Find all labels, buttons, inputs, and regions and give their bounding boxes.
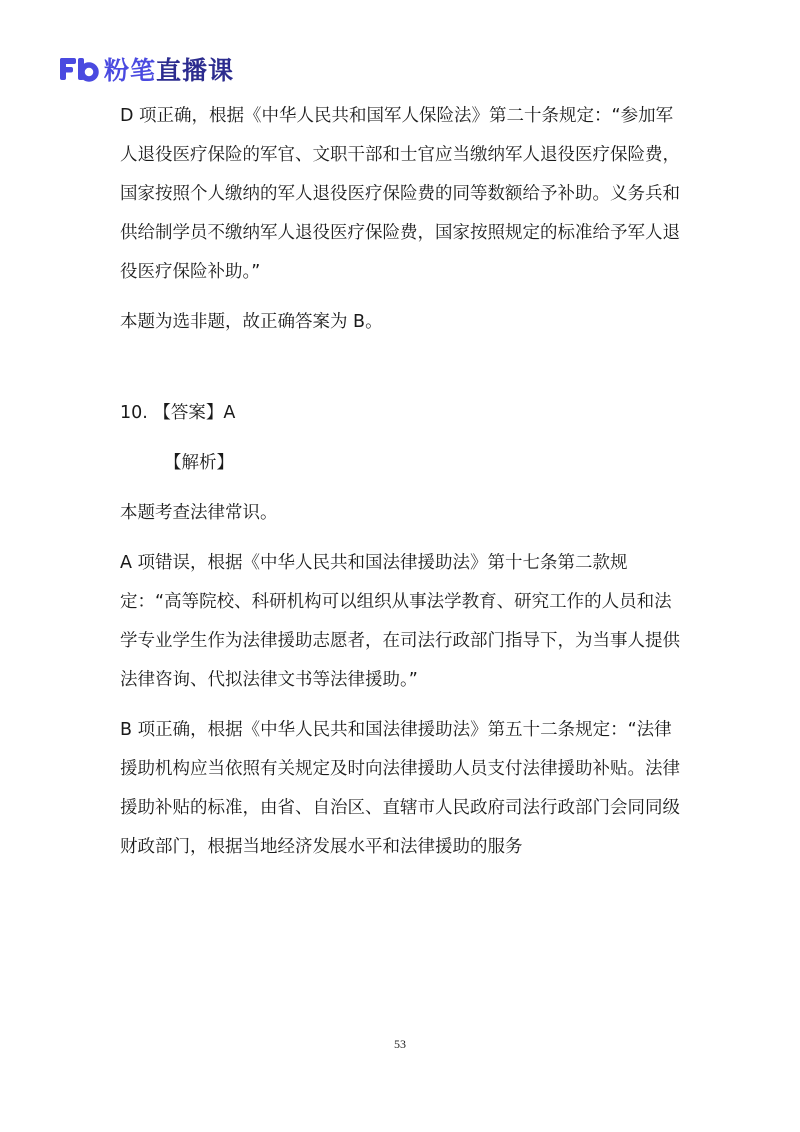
paragraph-b-option: B 项正确，根据《中华人民共和国法律援助法》第五十二条规定：“法律援助机构应当依照有关规定及时向法律援助人员支付法律援助补贴。法律援助补贴的标准，由省、自治区、直辖市人民政府司法行政部门会同同级财政部门，根据当地经济发展水平和法律援助的服务 (120, 720, 680, 857)
paragraph-topic: 本题考查法律常识。 (120, 503, 278, 523)
brand-name-part2: 直播课 (156, 56, 235, 85)
header (58, 52, 234, 86)
page-number: 53 (394, 1037, 406, 1051)
paragraph-answer-summary: 本题为选非题，故正确答案为 B。 (120, 312, 383, 332)
brand-name (104, 51, 234, 87)
paragraph-a-option: A 项错误，根据《中华人民共和国法律援助法》第十七条第二款规定：“高等院校、科研机构可以组织从事法学教育、研究工作的人员和法学专业学生作为法律援助志愿者，在司法行政部门指导下，为当事人提供法律咨询、代拟法律文书等法律援助。” (120, 553, 680, 690)
fenbi-logo-icon (58, 54, 100, 84)
question-10-answer: 10. 【答案】A (120, 403, 236, 423)
brand-name-part1: 粉笔 (104, 56, 157, 85)
paragraph-d-option: D 项正确，根据《中华人民共和国军人保险法》第二十条规定：“参加军人退役医疗保险的军官、文职干部和士官应当缴纳军人退役医疗保险费，国家按照个人缴纳的军人退役医疗保险费的同等数额给予补助。义务兵和供给制学员不缴纳军人退役医疗保险费，国家按照规定的标准给予军人退役医疗保险补助。” (120, 106, 680, 282)
analysis-label: 【解析】 (164, 453, 234, 473)
document-body (120, 97, 682, 867)
